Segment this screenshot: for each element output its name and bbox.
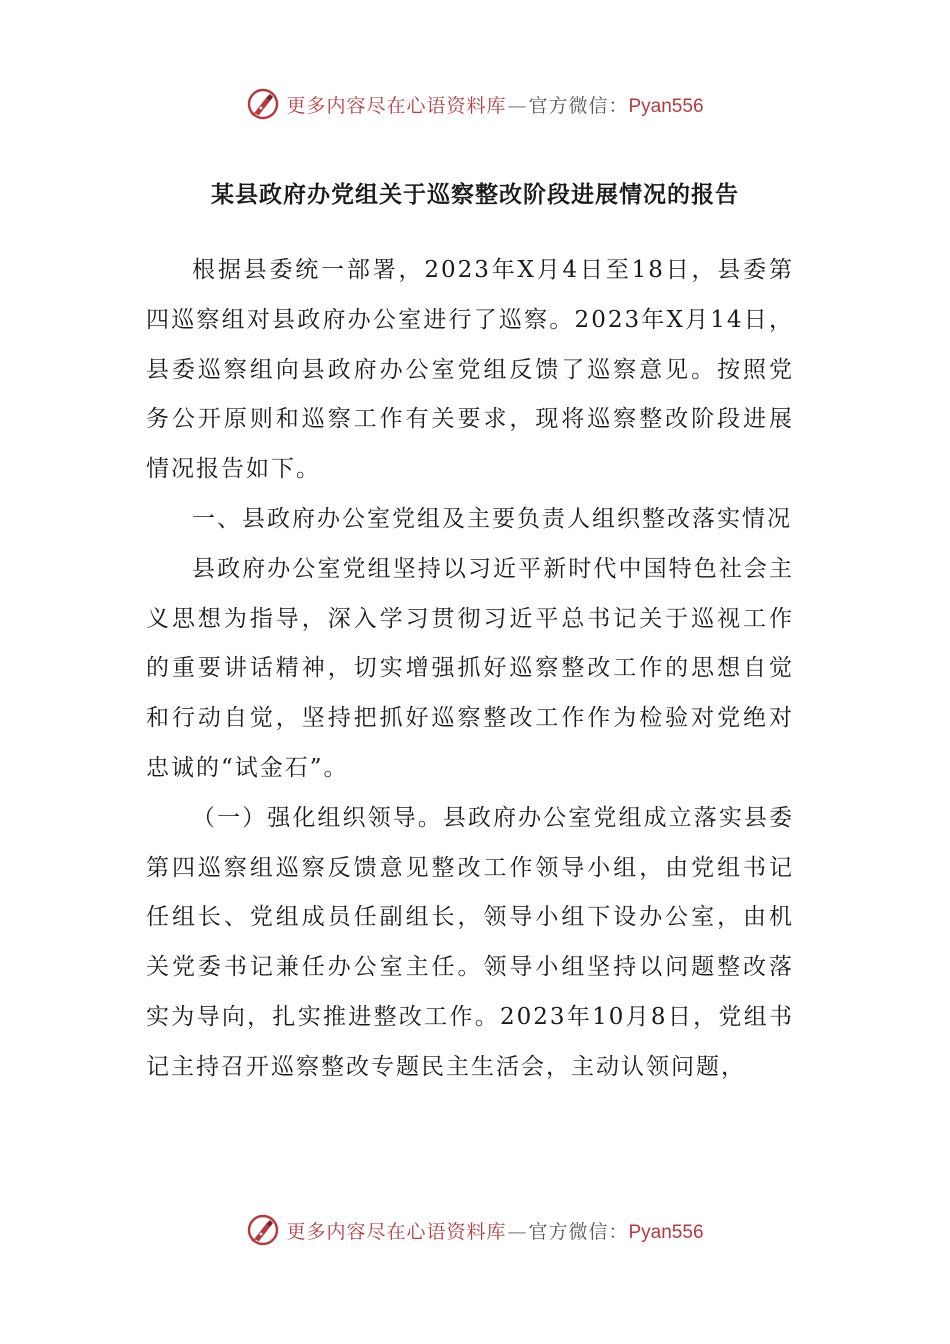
footer-banner-text xyxy=(286,1217,703,1244)
footer-banner-content xyxy=(246,1213,703,1247)
footer-banner xyxy=(0,1208,950,1252)
document-title: 某县政府办党组关于巡察整改阶段进展情况的报告 xyxy=(211,181,739,208)
footer-wechat-id: Pyan556 xyxy=(628,1221,704,1243)
document-body xyxy=(146,246,794,1093)
pen-nib-logo-icon xyxy=(246,1213,280,1247)
header-wechat-label: 官方微信： xyxy=(528,94,629,117)
paragraph-organization-leadership: （一）强化组织领导。县政府办公室党组成立落实县委第四巡察组巡察反馈意见整改工作领导小组，由党组书记任组长、党组成员任副组长，领导小组下设办公室，由机关党委书记兼任办公室主任。领导小组坚持以问题整改落实为导向，扎实推进整改工作。2023年10月8日，党组书记主持召开巡察整改专题民主生活会，主动认领问题， xyxy=(146,804,794,1080)
pen-nib-logo-icon xyxy=(246,87,280,121)
paragraph-section-heading: 一、县政府办公室党组及主要负责人组织整改落实情况 xyxy=(192,505,792,532)
header-separator: — xyxy=(507,94,528,117)
footer-wechat-label: 官方微信： xyxy=(528,1220,629,1243)
header-banner xyxy=(0,82,950,126)
paragraph-party-group: 县政府办公室党组坚持以习近平新时代中国特色社会主义思想为指导，深入学习贯彻习近平总书记关于巡视工作的重要讲话精神，切实增强抓好巡察整改工作的思想自觉和行动自觉，坚持把抓好巡察整改工作作为检验对党绝对忠诚的“试金石”。 xyxy=(146,555,794,781)
header-brand-text: 更多内容尽在心语资料库 xyxy=(286,94,507,117)
footer-separator: — xyxy=(507,1220,528,1243)
paragraph-intro: 根据县委统一部署，2023年X月4日至18日，县委第四巡察组对县政府办公室进行了巡察。2023年X月14日，县委巡察组向县政府办公室党组反馈了巡察意见。按照党务公开原则和巡察工作有关要求，现将巡察整改阶段进展情况报告如下。 xyxy=(146,257,794,483)
header-banner-text xyxy=(286,91,703,118)
footer-brand-text: 更多内容尽在心语资料库 xyxy=(286,1220,507,1243)
header-wechat-id: Pyan556 xyxy=(628,95,704,117)
header-banner-content xyxy=(246,87,703,121)
